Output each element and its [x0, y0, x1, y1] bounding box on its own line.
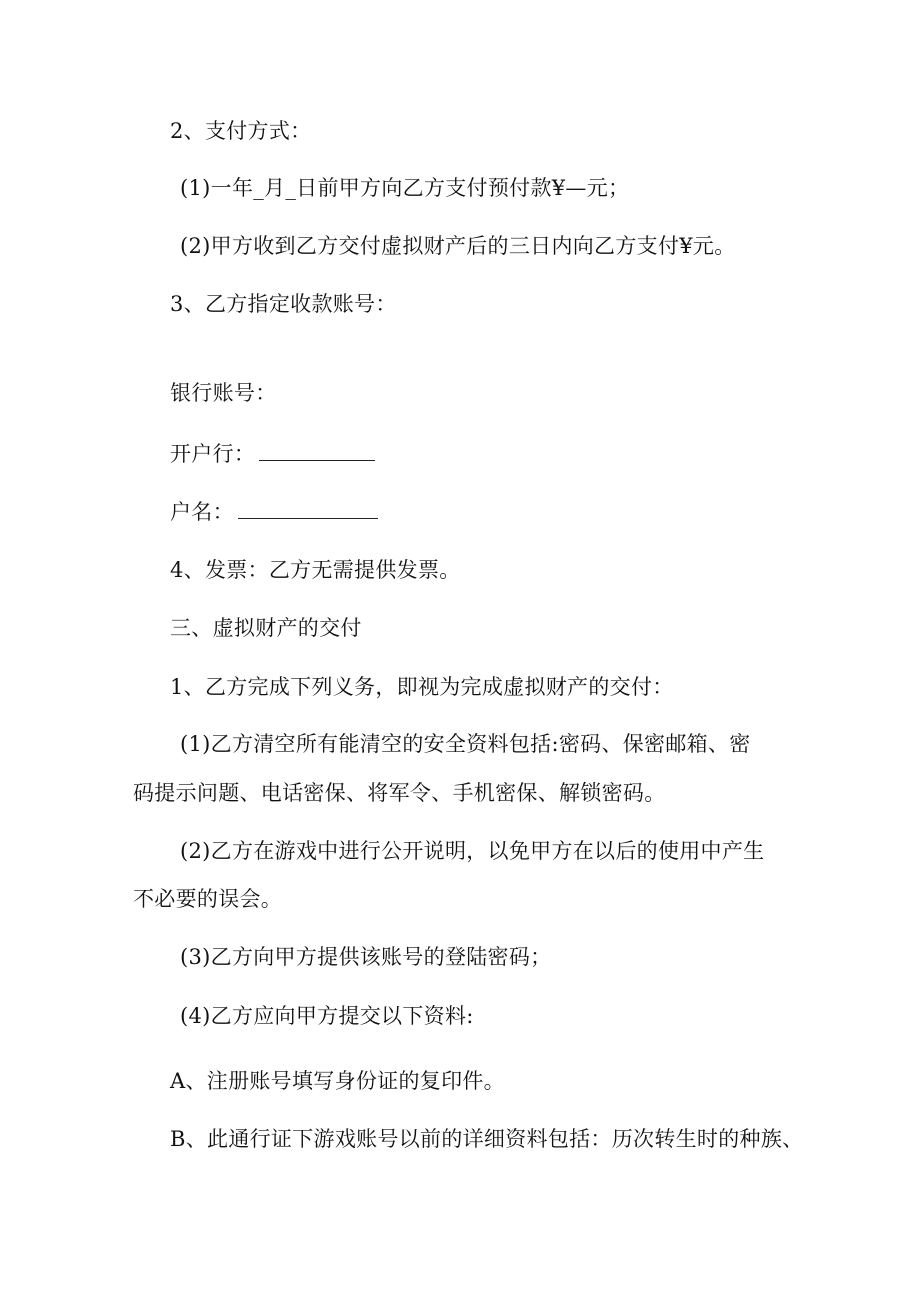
bank-branch-blank [259, 442, 375, 461]
section-three-heading: 三、虚拟财产的交付 [170, 616, 362, 640]
bank-branch-label: 开户行： [170, 442, 256, 466]
obligation-2-line-1: (2)乙方在游戏中进行公开说明，以免甲方在以后的使用中产生 [180, 839, 765, 863]
item-b: B、此通行证下游戏账号以前的详细资料包括：历次转生时的种族、 [170, 1127, 804, 1151]
receiving-account-heading: 3、乙方指定收款账号： [170, 292, 397, 316]
obligation-3: (3)乙方向甲方提供该账号的登陆密码； [180, 945, 552, 969]
account-name-label: 户名： [170, 500, 234, 524]
item-a: A、注册账号填写身份证的复印件。 [170, 1069, 505, 1093]
invoice-clause: 4、发票：乙方无需提供发票。 [170, 558, 461, 582]
bank-branch-row [170, 441, 375, 467]
prepayment-clause: (1)一年_月_日前甲方向乙方支付预付款¥—元； [180, 176, 630, 200]
account-name-blank [238, 500, 378, 519]
final-payment-clause: (2)甲方收到乙方交付虚拟财产后的三日内向乙方支付¥元。 [180, 234, 736, 258]
bank-account-label: 银行账号： [170, 381, 277, 405]
delivery-clause-intro: 1、乙方完成下列义务，即视为完成虚拟财产的交付： [170, 675, 674, 699]
obligation-1-line-1: (1)乙方清空所有能清空的安全资料包括:密码、保密邮箱、密 [180, 732, 751, 756]
obligation-4: (4)乙方应向甲方提交以下资料: [180, 1004, 474, 1028]
payment-method-heading: 2、支付方式： [170, 119, 312, 143]
obligation-1-line-2: 码提示问题、电话密保、将军令、手机密保、解锁密码。 [133, 781, 666, 805]
account-name-row [170, 499, 378, 525]
obligation-2-line-2: 不必要的误会。 [133, 887, 283, 911]
